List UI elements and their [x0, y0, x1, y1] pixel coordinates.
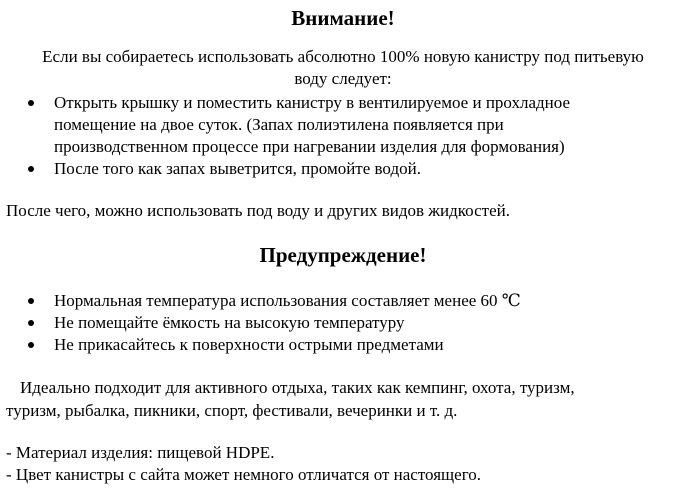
usage-line-2: туризм, рыбалка, пикники, спорт, фестивали, вечеринки и т. д.	[6, 401, 458, 420]
attention-bullet-1-line-2: помещение на двое суток. (Запах полиэтилена появляется при	[54, 115, 504, 134]
bullet-icon	[28, 100, 34, 106]
attention-bullet-list	[0, 92, 570, 180]
warning-heading: Предупреждение!	[259, 243, 427, 267]
warning-bullet-item	[0, 334, 521, 356]
attention-after-text: После чего, можно использовать под воду и других видов жидкостей.	[6, 201, 510, 220]
bullet-icon	[28, 342, 34, 348]
warning-bullet-2: Не помещайте ёмкость на высокую температуру	[54, 313, 405, 332]
bullet-icon	[28, 298, 34, 304]
attention-bullet-1-line-1: Открыть крышку и поместить канистру в вентилируемое и прохладное	[54, 93, 571, 112]
attention-intro-line-2: воду следует:	[294, 69, 392, 88]
warning-bullet-item	[0, 312, 521, 334]
warning-bullet-list	[0, 290, 521, 356]
warning-bullet-1: Нормальная температура использования составляет менее 60 ℃	[54, 291, 521, 310]
attention-heading: Внимание!	[291, 6, 395, 30]
attention-bullet-item	[0, 92, 570, 158]
note-color: - Цвет канистры с сайта может немного отличатся от настоящего.	[6, 465, 481, 484]
warning-bullet-3: Не прикасайтесь к поверхности острыми предметами	[54, 335, 444, 354]
warning-bullet-item	[0, 290, 521, 312]
attention-intro-line-1: Если вы собираетесь использовать абсолютно 100% новую канистру под питьевую	[42, 47, 644, 66]
bullet-icon	[28, 320, 34, 326]
attention-bullet-1-line-3: производственном процессе при нагревании изделия для формования)	[54, 137, 565, 156]
bullet-icon	[28, 166, 34, 172]
attention-bullet-item	[0, 158, 570, 180]
usage-line-1: Идеально подходит для активного отдыха, таких как кемпинг, охота, туризм,	[20, 378, 575, 397]
attention-bullet-2-line-1: После того как запах выветрится, промойте водой.	[54, 159, 421, 178]
note-material: - Материал изделия: пищевой HDPE.	[6, 443, 275, 462]
